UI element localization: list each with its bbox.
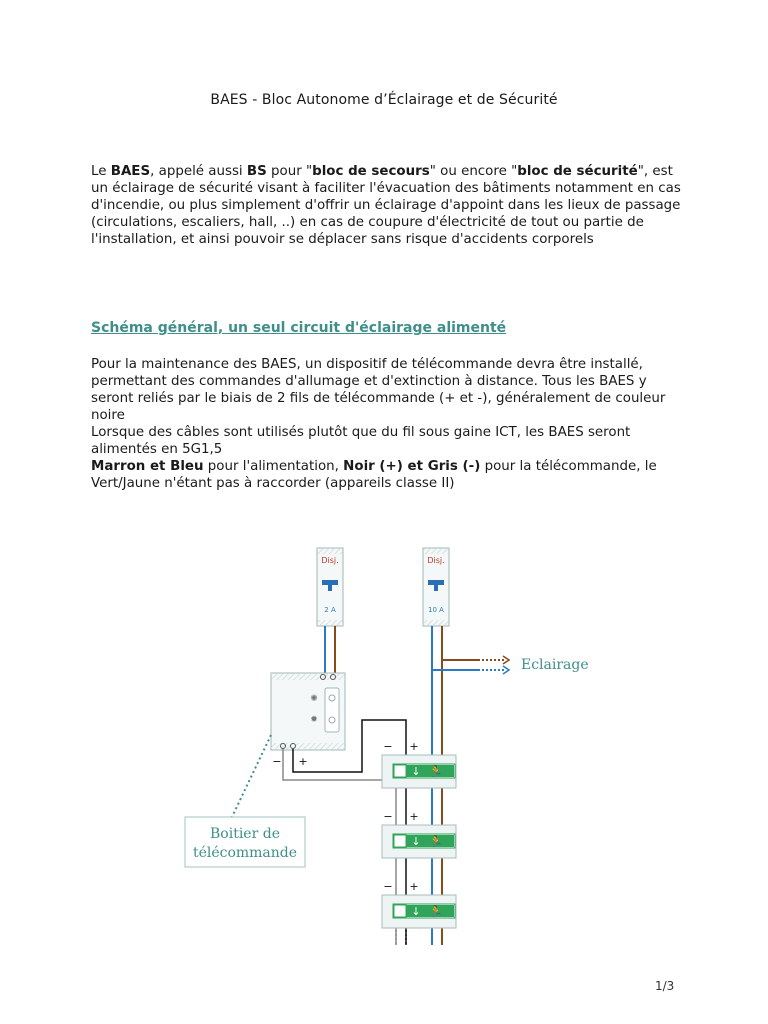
svg-text:Boitier de: Boitier de [210, 826, 280, 842]
breaker-rating: 10 A [428, 606, 444, 614]
breaker-2a [317, 548, 343, 626]
svg-text:+: + [298, 755, 308, 768]
svg-text:+: + [409, 810, 419, 823]
svg-text:−: − [383, 880, 393, 893]
maintenance-paragraph: Pour la maintenance des BAES, un dispositif de télécommande devra être installé, permettant des commandes d'allumage et d'extinction à distance. Tous les BAES y seront reliés par le biais de 2 fils de télécommande (+ et -), généralement de couleur noire Lorsque des câbles sont utilisés plutôt que du fil sous gaine ICT, les BAES seront alimentés en 5G1,5 Marron et Bleu pour l'alimentation, Noir (+) et Gris (-) pour la télécommande, le Vert/Jaune n'étant pas à raccorder (appareils classe II) [91, 357, 666, 491]
remote-label-box [185, 817, 305, 867]
running-man-icon: 🏃 [429, 765, 443, 778]
svg-text:+: + [409, 880, 419, 893]
intro-paragraph: Le BAES, appelé aussi BS pour "bloc de secours" ou encore "bloc de sécurité", est un éclairage de sécurité visant à faciliter l'évacuation des bâtiments notamment en cas d'incendie, ou plus simplement d'offrir un éclairage d'appoint dans les lieux de passage (circulations, escaliers, hall, ..) en cas de coupure d'électricité de tout ou partie de l'installation, et ainsi pouvoir se déplacer sans risque d'accidents corporels [91, 164, 681, 247]
section-heading: Schéma général, un seul circuit d'éclairage alimenté [91, 320, 507, 336]
eclairage-label: Eclairage [521, 657, 589, 673]
breaker-toggle [322, 580, 338, 585]
bulb-on-icon: ✹ [310, 715, 318, 725]
breaker-label: Disj. [427, 556, 445, 565]
svg-text:−: − [272, 755, 282, 768]
breaker-label: Disj. [321, 556, 339, 565]
svg-text:−: − [383, 810, 393, 823]
svg-text:télécommande: télécommande [192, 845, 298, 861]
running-man-icon: 🏃 [429, 835, 443, 848]
document-title: BAES - Bloc Autonome d’Éclairage et de Sécurité [210, 92, 558, 108]
baes-unit [382, 895, 456, 928]
breaker-toggle [428, 580, 444, 585]
remote-control-box [271, 673, 345, 750]
pointer-line [232, 735, 271, 817]
svg-text:−: − [383, 740, 393, 753]
arrow-down-icon: ↓ [411, 905, 421, 918]
svg-text:+: + [409, 740, 419, 753]
baes-unit [382, 755, 456, 788]
page-number: 1/3 [655, 979, 675, 993]
bulb-off-icon: ✺ [310, 694, 318, 704]
arrow-down-icon: ↓ [411, 765, 421, 778]
baes-unit [382, 825, 456, 858]
breaker-rating: 2 A [324, 606, 336, 614]
breaker-10a [423, 548, 449, 626]
arrow-down-icon: ↓ [411, 835, 421, 848]
running-man-icon: 🏃 [429, 905, 443, 918]
